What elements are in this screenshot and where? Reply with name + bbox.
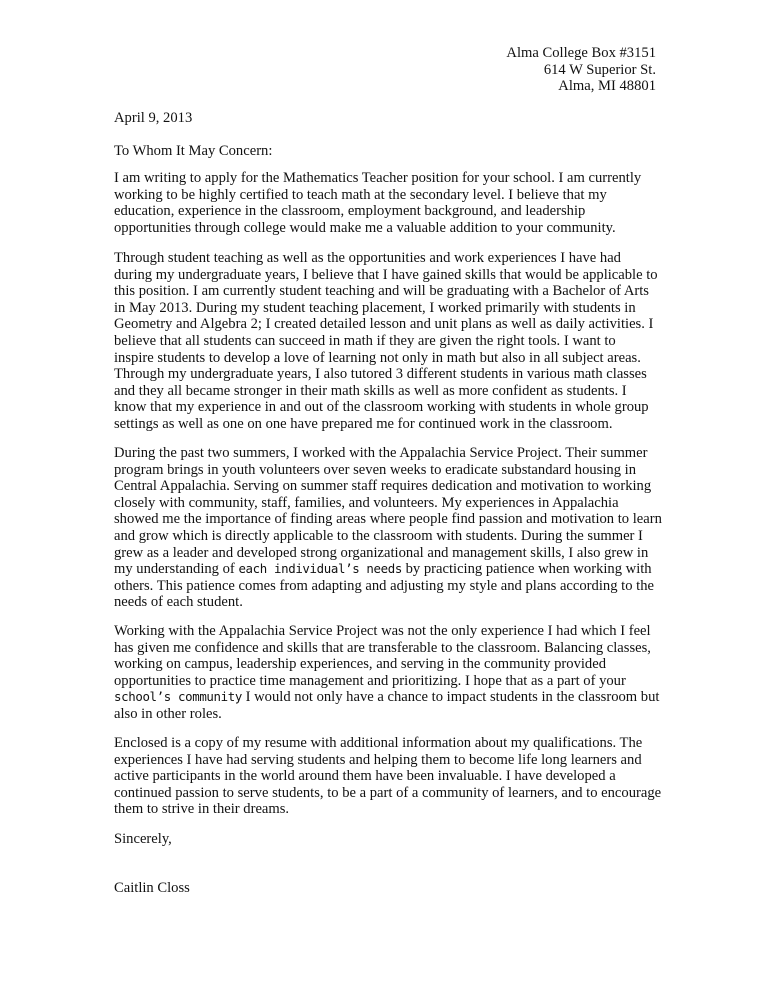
text-line: education, experience in the classroom, employment background, and leadership [114, 203, 586, 220]
address-line: Alma College Box #3151 [506, 45, 656, 61]
text-line: active participants in the world around them have been invaluable. I have developed a [114, 768, 616, 785]
text-line: Through my undergraduate years, I also tutored 3 different students in various math classes [114, 366, 647, 383]
address-line: Alma, MI 48801 [558, 78, 656, 95]
text-line: settings as well as one on one have prepared me for continued work in the classroom. [114, 415, 613, 432]
text-line: and they all became stronger in their math skills as well as more confident as students. I [114, 382, 627, 399]
text-line: during my undergraduate years, I believe that I have gained skills that would be applicable to [114, 266, 658, 283]
mono-text-segment: each individual’s needs [238, 561, 402, 577]
text-line: During the past two summers, I worked with the Appalachia Service Project. Their summer [114, 445, 648, 461]
signature-name: Caitlin Closs [114, 880, 190, 896]
text-line: showed me the importance of finding areas where people find passion and motivation to learn [114, 511, 662, 528]
text-segment: by practicing patience when working with [401, 561, 652, 578]
text-line: Working with the Appalachia Service Project was not the only experience I had which I feel [114, 623, 651, 639]
text-line: others. This patience comes from adapting and adjusting my style and plans according to the [114, 577, 654, 594]
text-line: Central Appalachia. Serving on summer staff requires dedication and motivation to working [114, 478, 652, 495]
paragraph-transferable-skills [114, 623, 659, 723]
mono-text-segment: school’s community [114, 689, 242, 705]
text-line: and grow which is directly applicable to the classroom with students. During the summer I [114, 527, 643, 544]
text-line: experiences I have had serving students and helping them to become life long learners and [114, 751, 642, 768]
text-line: them to strive in their dreams. [114, 801, 290, 818]
letter-date: April 9, 2013 [114, 110, 193, 126]
text-line: grew as a leader and developed strong organizational and management skills, I also grew in [114, 544, 649, 561]
sender-address [506, 45, 656, 95]
text-line: opportunities through college would make me a valuable addition to your community. [114, 219, 616, 236]
paragraph-student-teaching [114, 250, 659, 433]
text-line: closely with community, staff, families, and volunteers. My experiences in Appalachia [114, 494, 619, 511]
text-line: working on campus, leadership experiences, and serving in the community provided [114, 656, 607, 673]
salutation: To Whom It May Concern: [114, 143, 273, 159]
text-line: in May 2013. During my student teaching placement, I worked primarily with students in [114, 299, 636, 316]
text-line: know that my experience in and out of the classroom working with students in whole group [114, 399, 649, 416]
text-line: Geometry and Algebra 2; I created detailed lesson and unit plans as well as daily activities. I [114, 316, 654, 333]
paragraph-enclosure [114, 735, 662, 818]
text-line: working to be highly certified to teach math at the secondary level. I believe that my [114, 186, 607, 203]
text-segment: I would not only have a chance to impact students in the classroom but [241, 689, 660, 706]
text-line [114, 561, 659, 578]
paragraph-intro [114, 170, 659, 236]
text-segment: my understanding of [114, 561, 239, 578]
text-line: also in other roles. [114, 705, 222, 722]
paragraph-appalachia [114, 445, 662, 611]
closing: Sincerely, [114, 831, 172, 847]
text-line [114, 689, 659, 706]
text-line: opportunities to practice time management and prioritizing. I hope that as a part of your [114, 672, 626, 689]
text-line: believe that all students can succeed in math if they are given the right tools. I want to [114, 332, 616, 349]
text-line: Through student teaching as well as the opportunities and work experiences I have had [114, 250, 621, 266]
text-line: this position. I am currently student teaching and will be graduating with a Bachelor of Arts [114, 283, 649, 300]
text-line: I am writing to apply for the Mathematics Teacher position for your school. I am currently [114, 170, 642, 186]
text-line: has given me confidence and skills that are transferable to the classroom. Balancing classes, [114, 639, 651, 656]
text-line: Enclosed is a copy of my resume with additional information about my qualifications. The [114, 735, 643, 751]
text-line: continued passion to serve students, to be a part of a community of learners, and to encourage [114, 784, 662, 801]
text-line: inspire students to develop a love of learning not only in math but also in all subject areas. [114, 349, 641, 366]
text-line: program brings in youth volunteers over seven weeks to eradicate substandard housing in [114, 461, 637, 478]
address-line: 614 W Superior St. [543, 61, 656, 78]
text-line: needs of each student. [114, 594, 243, 611]
